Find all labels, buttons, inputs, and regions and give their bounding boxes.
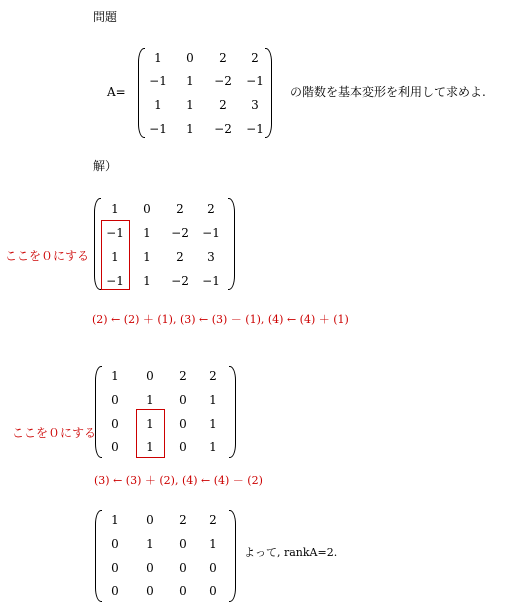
matrix-cell: −2 bbox=[214, 74, 232, 88]
matrix-cell: 1 bbox=[146, 537, 154, 551]
matrix-cell: 2 bbox=[209, 369, 217, 383]
matrix-cell: −1 bbox=[202, 274, 220, 288]
matrix-cell: −1 bbox=[246, 122, 264, 136]
matrix-cell: 0 bbox=[146, 584, 154, 598]
matrix-cell: 1 bbox=[143, 274, 151, 288]
right-paren bbox=[229, 510, 236, 602]
matrix-cell: 1 bbox=[146, 440, 154, 454]
matrix-cell: 0 bbox=[179, 440, 187, 454]
matrix-cell: 0 bbox=[111, 440, 119, 454]
right-paren bbox=[228, 198, 235, 290]
matrix-cell: 2 bbox=[176, 202, 184, 216]
matrix-cell: 1 bbox=[111, 513, 119, 527]
step2-annotation: ここを０にする bbox=[12, 426, 97, 440]
matrix-cell: 1 bbox=[143, 250, 151, 264]
matrix-cell: 1 bbox=[209, 440, 217, 454]
matrix-cell: 3 bbox=[251, 98, 259, 112]
matrix-cell: 1 bbox=[186, 122, 194, 136]
matrix-cell: 1 bbox=[111, 250, 119, 264]
matrix-cell: 0 bbox=[111, 537, 119, 551]
conclusion: よって, rankA=2. bbox=[244, 546, 338, 559]
matrix-cell: 2 bbox=[209, 513, 217, 527]
matrix-cell: 0 bbox=[146, 369, 154, 383]
step1-annotation: ここを０にする bbox=[5, 249, 90, 263]
matrix-cell: 1 bbox=[209, 393, 217, 407]
matrix-cell: 1 bbox=[143, 226, 151, 240]
problem-matrix bbox=[130, 46, 280, 138]
matrix-cell: 1 bbox=[209, 417, 217, 431]
matrix-cell: −1 bbox=[202, 226, 220, 240]
matrix-cell: 2 bbox=[179, 369, 187, 383]
step2-matrix bbox=[90, 364, 240, 460]
matrix-cell: 0 bbox=[111, 393, 119, 407]
problem-heading: 問題 bbox=[93, 10, 118, 24]
matrix-cell: −1 bbox=[106, 226, 124, 240]
matrix-cell: 0 bbox=[111, 417, 119, 431]
matrix-cell: 0 bbox=[111, 561, 119, 575]
matrix-cell: 1 bbox=[186, 74, 194, 88]
matrix-cell: 0 bbox=[111, 584, 119, 598]
matrix-cell: 2 bbox=[219, 98, 227, 112]
matrix-cell: 2 bbox=[176, 250, 184, 264]
matrix-cell: −1 bbox=[149, 122, 167, 136]
matrix-cell: 2 bbox=[179, 513, 187, 527]
matrix-cell: 1 bbox=[146, 393, 154, 407]
matrix-cell: 0 bbox=[209, 561, 217, 575]
matrix-cell: 0 bbox=[146, 513, 154, 527]
matrix-cell: −1 bbox=[106, 274, 124, 288]
matrix-cell: 3 bbox=[207, 250, 215, 264]
step3-matrix bbox=[90, 508, 240, 604]
matrix-cell: 0 bbox=[179, 537, 187, 551]
matrix-cell: 0 bbox=[179, 417, 187, 431]
matrix-cell: 1 bbox=[154, 51, 162, 65]
problem-statement: の階数を基本変形を利用して求めよ. bbox=[290, 85, 486, 99]
matrix-cell: 0 bbox=[179, 393, 187, 407]
matrix-cell: 0 bbox=[143, 202, 151, 216]
matrix-cell: −1 bbox=[246, 74, 264, 88]
matrix-cell: 1 bbox=[186, 98, 194, 112]
matrix-cell: −2 bbox=[171, 274, 189, 288]
matrix-cell: 0 bbox=[186, 51, 194, 65]
matrix-label: A= bbox=[107, 85, 126, 99]
step2-operation: (3) ← (3) ＋ (2), (4) ← (4) － (2) bbox=[94, 474, 263, 487]
matrix-cell: −2 bbox=[214, 122, 232, 136]
matrix-cell: 1 bbox=[111, 369, 119, 383]
matrix-cell: 2 bbox=[207, 202, 215, 216]
matrix-cell: 1 bbox=[154, 98, 162, 112]
matrix-cell: 0 bbox=[179, 584, 187, 598]
matrix-cell: 1 bbox=[209, 537, 217, 551]
matrix-cell: 2 bbox=[219, 51, 227, 65]
step1-operation: (2) ← (2) ＋ (1), (3) ← (3) － (1), (4) ← (4) ＋ (1) bbox=[92, 313, 349, 326]
matrix-cell: 1 bbox=[146, 417, 154, 431]
right-paren bbox=[229, 366, 236, 458]
matrix-cell: 0 bbox=[146, 561, 154, 575]
matrix-cell: −1 bbox=[149, 74, 167, 88]
matrix-cell: 2 bbox=[251, 51, 259, 65]
matrix-cell: −2 bbox=[171, 226, 189, 240]
solution-heading: 解） bbox=[93, 159, 118, 173]
matrix-cell: 1 bbox=[111, 202, 119, 216]
step1-matrix bbox=[88, 196, 238, 292]
matrix-cell: 0 bbox=[179, 561, 187, 575]
matrix-cell: 0 bbox=[209, 584, 217, 598]
